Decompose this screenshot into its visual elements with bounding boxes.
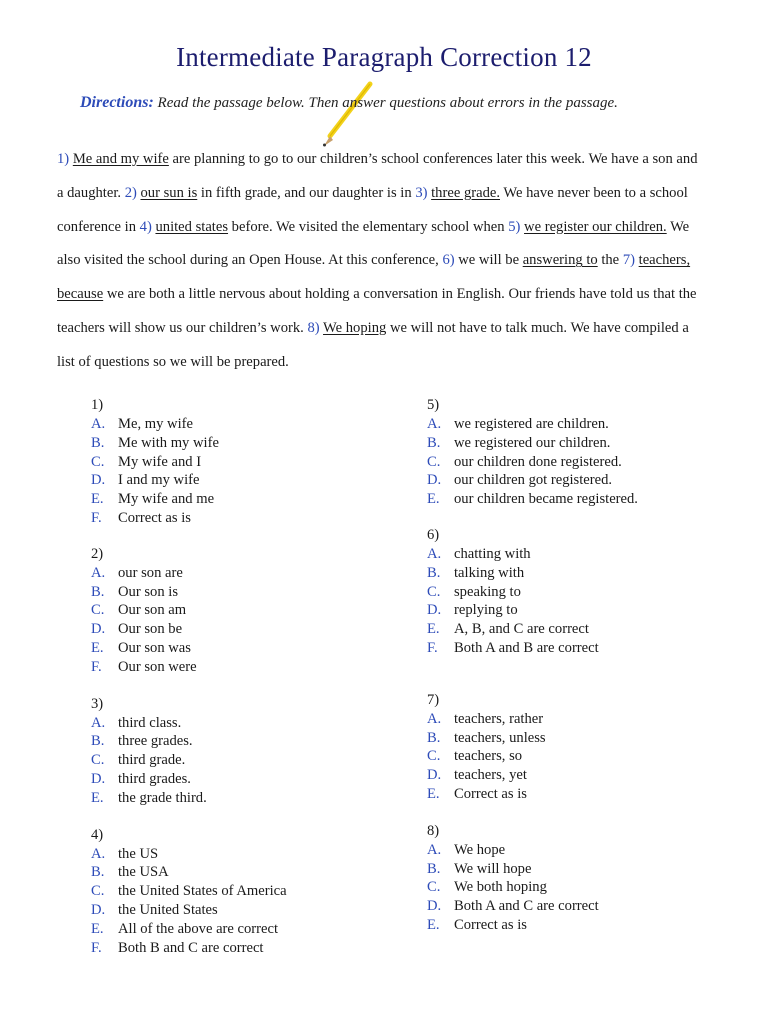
question-block: [91, 695, 391, 808]
option-text: Our son was: [118, 639, 191, 656]
question-block: [427, 691, 727, 804]
option-letter: C.: [427, 879, 441, 896]
option-text: our children got registered.: [454, 472, 613, 489]
answer-option[interactable]: [427, 785, 727, 804]
option-letter: E.: [91, 639, 104, 656]
answer-option[interactable]: [427, 710, 727, 729]
option-letter: C.: [427, 748, 441, 765]
answer-option[interactable]: [427, 747, 727, 766]
question-number: 3): [91, 695, 104, 712]
directions: [80, 94, 720, 112]
option-letter: E.: [91, 491, 104, 508]
option-letter: C.: [91, 752, 105, 769]
question-number: 6): [427, 526, 440, 543]
underlined-phrase: Me and my wife: [72, 151, 169, 167]
option-letter: A.: [427, 841, 442, 858]
option-letter: A.: [427, 416, 442, 432]
option-letter: C.: [427, 453, 441, 470]
option-text: replying to: [454, 602, 518, 619]
passage: [57, 143, 705, 380]
answer-option[interactable]: [91, 770, 391, 789]
answer-option[interactable]: [427, 415, 727, 434]
passage-text: in fifth grade, and our daughter is in: [197, 184, 416, 201]
option-text: Both A and C are correct: [454, 898, 599, 915]
directions-label: Directions:: [80, 94, 154, 111]
answer-option[interactable]: [91, 863, 391, 882]
answer-option[interactable]: [427, 583, 727, 602]
option-letter: C.: [427, 583, 441, 600]
option-text: our son are: [118, 564, 183, 581]
answer-option[interactable]: [427, 916, 727, 935]
answer-option[interactable]: [91, 601, 391, 620]
option-letter: A.: [427, 545, 442, 562]
option-text: Both A and B are correct: [454, 639, 599, 656]
option-text: Our son am: [118, 602, 187, 619]
underlined-phrase: teachers, because: [57, 252, 691, 303]
passage-text: we are both a little nervous about holding a conversation in English. Our friends have told us that the teachers will show us our children’s work.: [57, 286, 697, 336]
option-letter: E.: [427, 491, 440, 508]
answer-option[interactable]: [427, 878, 727, 897]
pencil-icon: [318, 80, 378, 150]
option-text: three grades.: [118, 733, 193, 750]
option-text: Correct as is: [118, 509, 191, 526]
option-text: Our son be: [118, 621, 183, 638]
answer-option[interactable]: [427, 564, 727, 583]
option-text: our children done registered.: [454, 453, 622, 470]
answer-option[interactable]: [91, 564, 391, 583]
underlined-phrase: our sun is: [140, 184, 198, 201]
option-letter: B.: [427, 564, 441, 581]
option-text: we registered are children.: [454, 416, 609, 432]
answer-option[interactable]: [91, 509, 391, 528]
option-text: teachers, so: [454, 748, 523, 765]
option-text: Me with my wife: [118, 434, 219, 451]
option-text: the United States: [118, 901, 218, 918]
option-letter: D.: [427, 898, 442, 915]
option-text: My wife and I: [118, 453, 202, 470]
option-letter: F.: [91, 658, 102, 675]
answer-option[interactable]: [427, 860, 727, 879]
option-text: We hope: [454, 841, 506, 858]
passage-marker: 8): [307, 319, 324, 336]
answer-option[interactable]: [427, 545, 727, 564]
option-text: we registered our children.: [454, 434, 611, 451]
option-letter: A.: [91, 714, 106, 731]
question-number: 5): [427, 397, 440, 413]
question-number: 1): [91, 397, 104, 413]
passage-marker: 5): [508, 218, 525, 235]
option-text: All of the above are correct: [118, 920, 279, 937]
answer-option[interactable]: [427, 841, 727, 860]
question-block: [427, 396, 727, 509]
option-letter: D.: [427, 602, 442, 619]
option-letter: C.: [91, 453, 105, 470]
option-text: We will hope: [454, 860, 532, 877]
answer-option[interactable]: [427, 897, 727, 916]
option-text: Me, my wife: [118, 416, 193, 432]
question-block: [91, 826, 391, 958]
underlined-phrase: we register our children.: [524, 218, 667, 235]
question-number: 8): [427, 822, 440, 839]
option-letter: E.: [427, 916, 440, 933]
option-letter: F.: [91, 939, 102, 956]
page-title: Intermediate Paragraph Correction 12: [176, 42, 592, 72]
passage-marker: 2): [124, 184, 141, 201]
answer-option[interactable]: [91, 751, 391, 770]
question-block: [91, 545, 391, 677]
questions-left-column: [91, 396, 391, 957]
passage-text: are planning to go to our children’s school conferences later this week. We have a son and a daughter.: [57, 151, 698, 201]
option-letter: B.: [91, 583, 105, 600]
option-text: the US: [118, 845, 159, 862]
underlined-phrase: We hoping: [323, 319, 387, 336]
answer-option[interactable]: [91, 901, 391, 920]
directions-text: Read the passage below. Then answer questions about errors in the passage.: [157, 95, 618, 111]
passage-marker: 3): [415, 184, 432, 201]
option-letter: E.: [91, 789, 104, 806]
answer-option[interactable]: [91, 583, 391, 602]
option-text: Correct as is: [454, 916, 527, 933]
answer-option[interactable]: [91, 639, 391, 658]
answer-option[interactable]: [427, 490, 727, 509]
option-text: third grades.: [118, 770, 191, 787]
option-letter: D.: [91, 472, 106, 489]
option-text: our children became registered.: [454, 491, 638, 508]
answer-option[interactable]: [91, 732, 391, 751]
option-letter: A.: [427, 710, 442, 727]
answer-option[interactable]: [91, 453, 391, 472]
option-letter: F.: [427, 639, 438, 656]
option-letter: B.: [91, 434, 105, 451]
answer-option[interactable]: [427, 620, 727, 639]
answer-option[interactable]: [427, 434, 727, 453]
option-letter: D.: [91, 770, 106, 787]
option-letter: B.: [91, 733, 105, 750]
answer-option[interactable]: [91, 789, 391, 808]
option-text: Both B and C are correct: [118, 939, 264, 956]
option-text: Correct as is: [454, 785, 527, 802]
option-letter: D.: [91, 901, 106, 918]
option-text: Our son were: [118, 658, 197, 675]
answer-option[interactable]: [91, 714, 391, 733]
answer-option[interactable]: [427, 639, 727, 658]
option-text: A, B, and C are correct: [454, 621, 589, 638]
option-letter: C.: [91, 602, 105, 619]
option-letter: E.: [427, 621, 440, 638]
passage-text: We also visited the school during an Open House. At this conference,: [57, 218, 690, 269]
answer-option[interactable]: [91, 415, 391, 434]
passage-marker: 6): [442, 252, 459, 269]
answer-option[interactable]: [91, 490, 391, 509]
answer-option[interactable]: [91, 658, 391, 677]
option-letter: D.: [91, 621, 106, 638]
option-text: teachers, yet: [454, 767, 527, 784]
option-text: We both hoping: [454, 879, 547, 896]
option-text: third grade.: [118, 752, 186, 769]
answer-option[interactable]: [91, 471, 391, 490]
question-block: [91, 396, 391, 528]
option-letter: B.: [91, 864, 105, 881]
option-text: teachers, rather: [454, 710, 544, 727]
option-text: teachers, unless: [454, 729, 546, 746]
underlined-phrase: three grade.: [431, 184, 500, 201]
questions-right-column: [427, 396, 727, 935]
answer-option[interactable]: [427, 453, 727, 472]
option-letter: A.: [91, 416, 106, 432]
option-letter: E.: [91, 920, 104, 937]
question-number: 4): [91, 826, 104, 843]
passage-text: we will not have to talk much. We have compiled a list of questions so we will be prepared.: [57, 319, 689, 370]
option-text: I and my wife: [118, 472, 200, 489]
option-letter: D.: [427, 767, 442, 784]
answer-option[interactable]: [91, 939, 391, 958]
option-letter: A.: [91, 845, 106, 862]
answer-option[interactable]: [427, 471, 727, 490]
option-text: third class.: [118, 714, 182, 731]
option-text: the grade third.: [118, 789, 207, 806]
passage-text: before. We visited the elementary school when: [228, 218, 509, 235]
passage-text: we will be: [458, 252, 523, 269]
question-block: [427, 822, 727, 935]
option-letter: F.: [91, 509, 102, 526]
underlined-phrase: united states: [155, 218, 229, 235]
option-letter: A.: [91, 564, 106, 581]
option-text: Our son is: [118, 583, 178, 600]
option-letter: C.: [91, 883, 105, 900]
option-letter: E.: [427, 785, 440, 802]
underlined-phrase: answering to: [522, 252, 598, 269]
answer-option[interactable]: [427, 766, 727, 785]
option-letter: B.: [427, 860, 441, 877]
option-text: talking with: [454, 564, 525, 581]
passage-text: the: [597, 252, 623, 269]
option-text: My wife and me: [118, 491, 215, 508]
question-number: 2): [91, 545, 104, 562]
question-block: [427, 526, 727, 658]
answer-option[interactable]: [91, 882, 391, 901]
option-text: the USA: [118, 864, 169, 881]
option-letter: D.: [427, 472, 442, 489]
passage-marker: 7): [622, 252, 639, 269]
answer-option[interactable]: [427, 729, 727, 748]
option-text: chatting with: [454, 545, 531, 562]
passage-text: We have never been to a school conference in: [57, 184, 688, 235]
question-number: 7): [427, 691, 440, 708]
option-letter: B.: [427, 434, 441, 451]
option-text: speaking to: [454, 583, 521, 600]
answer-option[interactable]: [91, 845, 391, 864]
answer-option[interactable]: [91, 620, 391, 639]
answer-option[interactable]: [91, 920, 391, 939]
passage-marker: 1): [57, 151, 73, 167]
option-text: the United States of America: [118, 883, 287, 900]
answer-option[interactable]: [427, 601, 727, 620]
answer-option[interactable]: [91, 434, 391, 453]
option-letter: B.: [427, 729, 441, 746]
passage-marker: 4): [139, 218, 156, 235]
